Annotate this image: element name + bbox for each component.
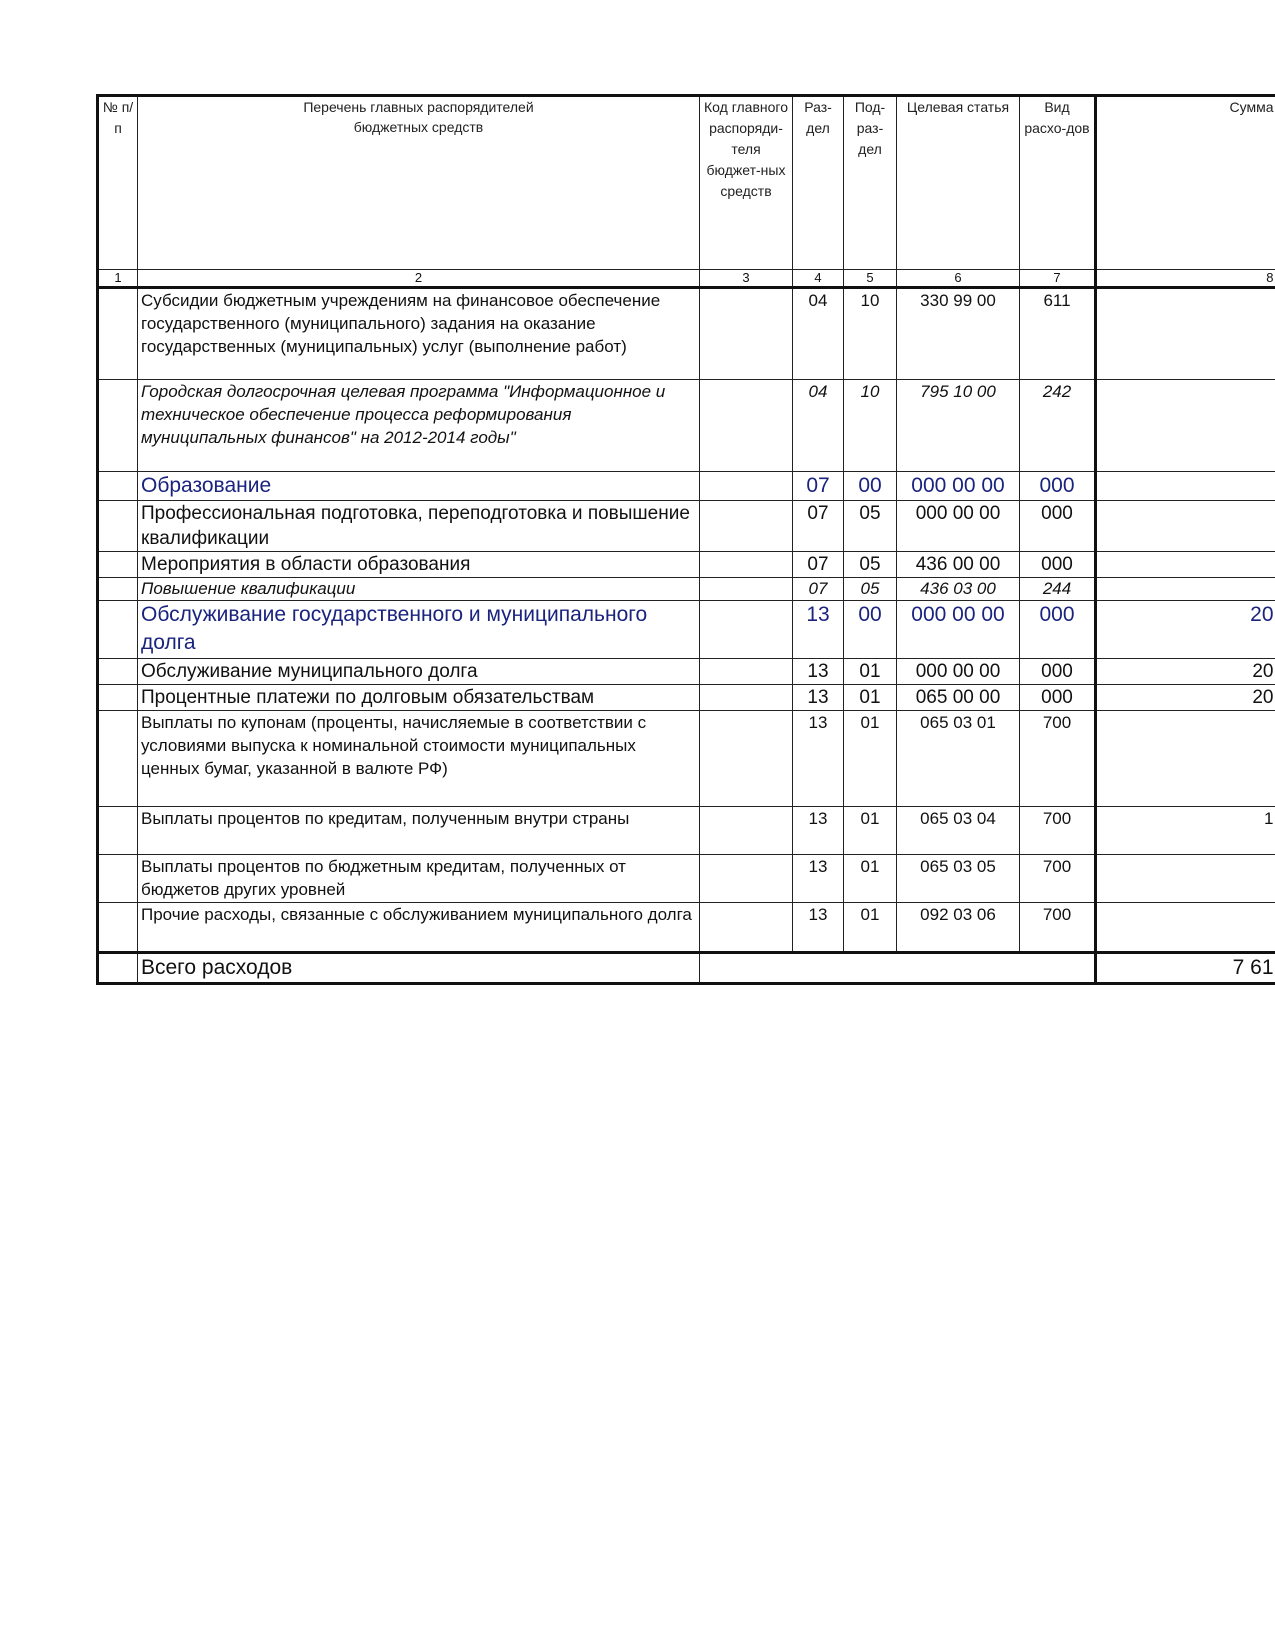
budget-expenditure-table [96,94,1275,985]
table-row [98,552,1275,578]
row-expense-type: 000 [1020,601,1096,659]
row-name: Образование [138,472,700,501]
row-target-article: 065 03 05 [897,855,1020,903]
row-subsection: 01 [844,807,897,855]
table-row [98,807,1275,855]
header-main-code: Код главного распоряди-теля бюджет-ных средств [700,96,793,270]
row-name: Обслуживание муниципального долга [138,659,700,685]
row-section: 13 [793,601,844,659]
row-expense-type: 000 [1020,685,1096,711]
row-main-code [700,601,793,659]
row-name: Профессиональная подготовка, переподготовка и повышение квалификации [138,501,700,552]
row-number-cell [98,288,138,380]
row-subsection: 05 [844,552,897,578]
row-number-cell [98,501,138,552]
row-section: 07 [793,501,844,552]
row-expense-type: 000 [1020,552,1096,578]
table-row [98,659,1275,685]
row-amount [1096,552,1275,578]
header-row [98,96,1275,270]
column-number: 8 [1096,270,1275,288]
row-expense-type: 000 [1020,472,1096,501]
row-number-cell [98,855,138,903]
table-row [98,472,1275,501]
row-main-code [700,288,793,380]
row-subsection: 10 [844,380,897,472]
row-main-code [700,501,793,552]
row-number-cell [98,552,138,578]
row-target-article: 795 10 00 [897,380,1020,472]
row-amount: 20 [1096,659,1275,685]
header-number: № п/п [98,96,138,270]
row-section: 13 [793,685,844,711]
table-row [98,855,1275,903]
row-amount [1096,380,1275,472]
row-main-code [700,903,793,953]
row-number-cell [98,953,138,984]
header-section: Раз-дел [793,96,844,270]
column-number: 7 [1020,270,1096,288]
total-row [98,953,1275,984]
row-section: 13 [793,659,844,685]
row-subsection: 05 [844,578,897,601]
row-section: 13 [793,711,844,807]
row-subsection: 01 [844,685,897,711]
column-number: 5 [844,270,897,288]
total-empty-span [700,953,1096,984]
row-target-article: 000 00 00 [897,472,1020,501]
column-numbers-row [98,270,1275,288]
header-amount: Сумма [1096,96,1275,270]
row-target-article: 065 03 01 [897,711,1020,807]
row-expense-type: 700 [1020,855,1096,903]
row-amount [1096,501,1275,552]
row-number-cell [98,659,138,685]
row-target-article: 000 00 00 [897,601,1020,659]
row-subsection: 10 [844,288,897,380]
row-expense-type: 000 [1020,659,1096,685]
row-main-code [700,807,793,855]
row-section: 13 [793,903,844,953]
header-recipients-line2: бюджетных средств [353,119,484,135]
row-target-article: 330 99 00 [897,288,1020,380]
row-section: 07 [793,552,844,578]
row-section: 04 [793,380,844,472]
table-row [98,380,1275,472]
row-main-code [700,552,793,578]
row-number-cell [98,903,138,953]
row-main-code [700,685,793,711]
header-recipients [138,96,700,270]
row-subsection: 00 [844,472,897,501]
row-amount: 20 [1096,601,1275,659]
row-expense-type: 244 [1020,578,1096,601]
column-number: 6 [897,270,1020,288]
row-number-cell [98,380,138,472]
row-number-cell [98,711,138,807]
row-name: Повышение квалификации [138,578,700,601]
row-amount [1096,711,1275,807]
row-expense-type: 700 [1020,807,1096,855]
row-subsection: 01 [844,903,897,953]
column-number: 3 [700,270,793,288]
row-number-cell [98,472,138,501]
row-name: Процентные платежи по долговым обязательствам [138,685,700,711]
column-number: 1 [98,270,138,288]
row-name: Выплаты по купонам (проценты, начисляемые в соответствии с условиями выпуска к номинальной стоимости муниципальных ценных бумаг, указанной в валюте РФ) [138,711,700,807]
row-target-article: 000 00 00 [897,501,1020,552]
row-subsection: 01 [844,711,897,807]
table-row [98,501,1275,552]
row-expense-type: 611 [1020,288,1096,380]
row-name: Субсидии бюджетным учреждениям на финансовое обеспечение государственного (муниципального) задания на оказание государственных (муниципальных) услуг (выполнение работ) [138,288,700,380]
table-row [98,578,1275,601]
row-amount [1096,903,1275,953]
row-expense-type: 700 [1020,903,1096,953]
column-number: 2 [138,270,700,288]
row-number-cell [98,578,138,601]
row-main-code [700,711,793,807]
row-amount: 20 [1096,685,1275,711]
row-name: Выплаты процентов по кредитам, полученным внутри страны [138,807,700,855]
row-main-code [700,855,793,903]
row-target-article: 436 03 00 [897,578,1020,601]
row-name: Мероприятия в области образования [138,552,700,578]
row-amount [1096,288,1275,380]
header-expense-type: Вид расхо-дов [1020,96,1096,270]
row-amount [1096,472,1275,501]
row-target-article: 065 00 00 [897,685,1020,711]
table-row [98,685,1275,711]
table-row [98,288,1275,380]
header-target-article: Целевая статья [897,96,1020,270]
row-section: 13 [793,855,844,903]
row-target-article: 065 03 04 [897,807,1020,855]
row-number-cell [98,601,138,659]
row-main-code [700,472,793,501]
row-expense-type: 700 [1020,711,1096,807]
table-row [98,711,1275,807]
row-name: Обслуживание государственного и муниципального долга [138,601,700,659]
row-target-article: 092 03 06 [897,903,1020,953]
table-row [98,601,1275,659]
column-number: 4 [793,270,844,288]
row-target-article: 436 00 00 [897,552,1020,578]
row-expense-type: 242 [1020,380,1096,472]
row-name: Выплаты процентов по бюджетным кредитам, полученных от бюджетов других уровней [138,855,700,903]
row-expense-type: 000 [1020,501,1096,552]
total-label: Всего расходов [138,953,700,984]
header-recipients-line1: Перечень главных распорядителей [303,99,534,115]
row-subsection: 01 [844,659,897,685]
row-target-article: 000 00 00 [897,659,1020,685]
table-row [98,903,1275,953]
row-main-code [700,659,793,685]
header-subsection: Под-раз-дел [844,96,897,270]
row-section: 07 [793,472,844,501]
total-amount: 7 61 [1096,953,1275,984]
row-number-cell [98,685,138,711]
row-name: Прочие расходы, связанные с обслуживанием муниципального долга [138,903,700,953]
row-main-code [700,380,793,472]
row-number-cell [98,807,138,855]
row-section: 13 [793,807,844,855]
row-amount: 1 [1096,807,1275,855]
row-section: 07 [793,578,844,601]
row-section: 04 [793,288,844,380]
row-subsection: 00 [844,601,897,659]
row-name: Городская долгосрочная целевая программа "Информационное и техническое обеспечение процесса реформирования муниципальных финансов" на 2012-2014 годы" [138,380,700,472]
row-amount [1096,578,1275,601]
row-main-code [700,578,793,601]
row-subsection: 01 [844,855,897,903]
row-amount [1096,855,1275,903]
row-subsection: 05 [844,501,897,552]
